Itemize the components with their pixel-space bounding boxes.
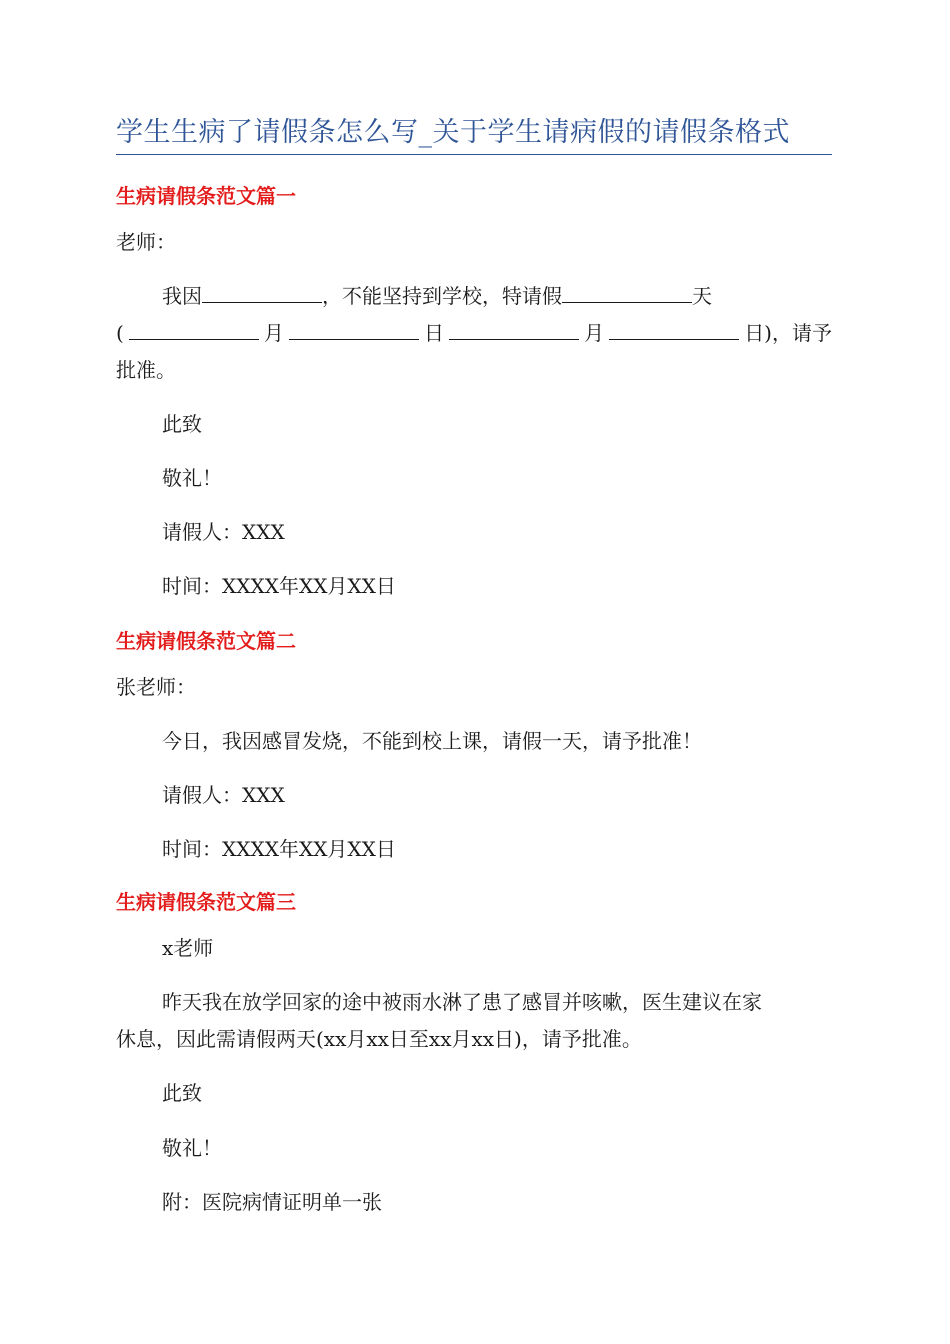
time-2: 时间：XXXX年XX月XX日 xyxy=(162,837,396,861)
blank-month-2 xyxy=(449,319,579,340)
time-1: 时间：XXXX年XX月XX日 xyxy=(162,574,396,598)
date-close: 日)，请予 xyxy=(744,321,832,345)
date-range-line xyxy=(116,319,832,347)
blank-day-2 xyxy=(609,319,739,340)
requester-1: 请假人：XXX xyxy=(162,520,285,544)
blank-reason xyxy=(202,282,322,303)
body-line-1-end: 批准。 xyxy=(116,358,176,382)
salutation-3: x老师 xyxy=(162,936,214,960)
salutation-2: 张老师： xyxy=(116,675,196,699)
blank-month-1 xyxy=(129,319,259,340)
title-underline xyxy=(116,154,832,155)
section-heading-1: 生病请假条范文篇一 xyxy=(116,184,296,208)
closing-1b: 敬礼！ xyxy=(162,466,222,490)
closing-3a: 此致 xyxy=(162,1081,202,1105)
blank-day-1 xyxy=(289,319,419,340)
body-text-1a: 我因 xyxy=(162,284,202,308)
document-title: 学生生病了请假条怎么写_关于学生请病假的请假条格式 xyxy=(116,117,790,148)
body-text-1b: ，不能坚持到学校，特请假 xyxy=(322,284,562,308)
body-line-1 xyxy=(162,282,712,310)
body-3-line-1: 昨天我在放学回家的途中被雨水淋了患了感冒并咳嗽，医生建议在家 xyxy=(162,990,762,1014)
body-3-line-2: 休息，因此需请假两天(xx月xx日至xx月xx日)，请予批准。 xyxy=(116,1027,642,1051)
closing-3b: 敬礼！ xyxy=(162,1136,222,1160)
date-month-1: 月 xyxy=(263,321,284,345)
date-day-1: 日 xyxy=(424,321,444,345)
requester-2: 请假人：XXX xyxy=(162,783,285,807)
body-2: 今日，我因感冒发烧，不能到校上课，请假一天，请予批准！ xyxy=(162,729,702,753)
blank-days xyxy=(562,282,692,303)
section-heading-3: 生病请假条范文篇三 xyxy=(116,890,296,914)
closing-1a: 此致 xyxy=(162,412,202,436)
salutation-1: 老师： xyxy=(116,230,176,254)
section-heading-2: 生病请假条范文篇二 xyxy=(116,629,296,653)
date-month-2: 月 xyxy=(584,321,605,345)
date-open: ( xyxy=(116,321,124,345)
body-text-1c: 天 xyxy=(692,284,712,308)
attachment-3: 附：医院病情证明单一张 xyxy=(162,1190,382,1214)
